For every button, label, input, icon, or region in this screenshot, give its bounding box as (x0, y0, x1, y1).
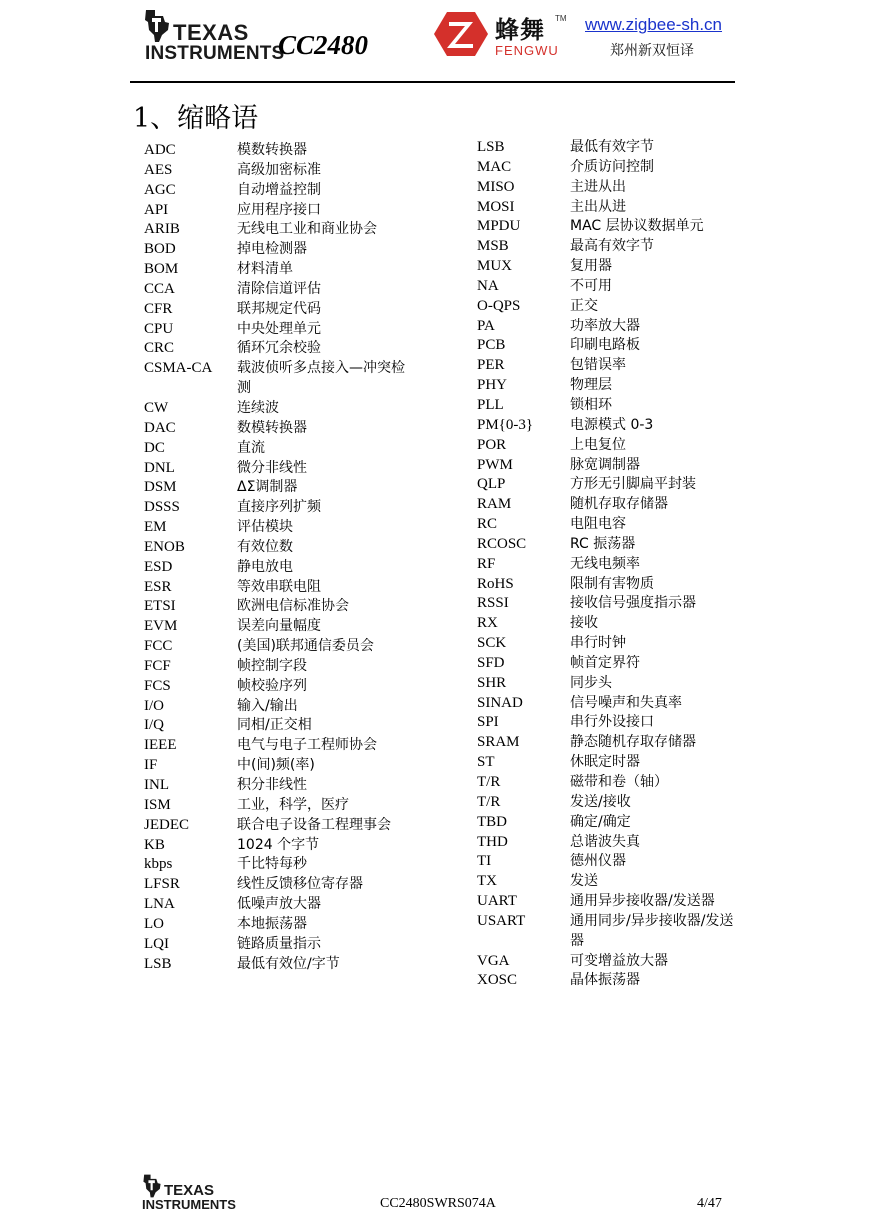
abbreviation-row (477, 178, 740, 198)
abbreviation-definition: 掉电检测器 (237, 241, 307, 258)
abbreviation-definition: 静态随机存取存储器 (570, 734, 696, 751)
abbreviation-definition: 积分非线性 (237, 777, 307, 793)
abbreviation-term: LSB (477, 139, 505, 155)
abbreviation-term: XOSC (477, 972, 518, 989)
abbreviation-row (477, 416, 740, 436)
abbreviation-row (477, 198, 740, 218)
abbreviation-row (144, 677, 407, 697)
fengwu-logo (433, 10, 567, 60)
abbreviation-term: BOM (144, 261, 179, 278)
abbreviation-term: ESR (144, 578, 172, 595)
abbreviation-term: ADC (144, 142, 176, 158)
abbreviation-definition: 线性反馈移位寄存器 (237, 876, 363, 893)
abbreviation-term: RAM (477, 496, 512, 513)
abbreviation-definition: 千比特每秒 (237, 856, 307, 873)
abbreviation-row (477, 694, 740, 714)
abbreviation-term: RF (477, 555, 496, 572)
abbreviation-term: MAC (477, 158, 512, 175)
abbreviation-term: FCS (144, 677, 171, 694)
ti-logo-header (143, 8, 285, 64)
abbreviation-term: T/R (477, 793, 501, 810)
abbreviation-term: API (144, 201, 169, 218)
abbreviation-row (144, 855, 407, 875)
abbreviation-row (477, 237, 740, 257)
abbreviation-definition: 输入/输出 (237, 697, 298, 714)
abbreviation-row (144, 300, 407, 320)
abbreviation-definition: 电源模式 0-3 (570, 416, 654, 433)
abbreviation-definition: 接收信号强度指示器 (570, 595, 696, 612)
abbreviation-term: PA (477, 317, 495, 334)
abbreviation-definition: 限制有害物质 (570, 575, 654, 592)
abbreviation-term: SINAD (477, 694, 523, 711)
website-link[interactable]: www.zigbee-sh.cn (585, 15, 723, 34)
abbreviation-definition: 物理层 (570, 377, 612, 394)
abbreviation-term: CFR (144, 300, 173, 317)
abbreviation-term: LNA (144, 896, 175, 913)
abbreviation-row (144, 736, 407, 756)
abbreviation-term: IEEE (144, 737, 177, 754)
abbreviation-definition: 通用同步/异步接收器/发送器 (570, 912, 734, 949)
abbreviation-row (477, 713, 740, 733)
abbreviation-row (477, 158, 740, 178)
ti-logo-instruments: INSTRUMENTS (142, 1197, 236, 1212)
abbreviation-term: AGC (144, 181, 176, 198)
abbreviation-definition: 可变增益放大器 (570, 952, 668, 969)
abbreviation-definition: 脉宽调制器 (570, 456, 640, 473)
abbreviation-row (477, 852, 740, 872)
abbreviation-row (144, 657, 407, 677)
section-title: 1、缩略语 (133, 103, 259, 134)
abbreviation-definition: 介质访问控制 (570, 158, 654, 175)
abbreviation-term: CCA (144, 280, 175, 297)
header-divider (130, 81, 735, 83)
abbreviation-definition: 评估模块 (237, 519, 293, 536)
abbreviation-definition: 同相/正交相 (237, 717, 312, 734)
abbreviation-row (144, 538, 407, 558)
abbreviation-term: THD (477, 833, 508, 850)
abbreviation-row (144, 339, 407, 359)
abbreviation-row (144, 181, 407, 201)
abbreviation-term: MSB (477, 238, 509, 255)
abbreviation-term: RoHS (477, 575, 514, 592)
abbreviation-definition: 主出从进 (570, 198, 626, 215)
abbreviation-term: SHR (477, 674, 507, 691)
abbreviation-term: DAC (144, 419, 176, 436)
abbreviation-definition: 方形无引脚扁平封装 (570, 476, 696, 493)
abbreviation-term: O-QPS (477, 297, 521, 314)
abbreviation-definition: ΔΣ调制器 (237, 479, 298, 496)
abbreviation-term: LSB (144, 955, 172, 972)
abbreviation-term: DSSS (144, 499, 180, 516)
abbreviation-definition: MAC 层协议数据单元 (570, 218, 704, 235)
abbreviation-definition: 模数转换器 (237, 142, 307, 158)
abbreviation-row (144, 637, 407, 657)
abbreviation-row (477, 257, 740, 277)
abbreviation-definition: 应用程序接口 (237, 201, 321, 218)
abbreviation-definition: 无线电频率 (570, 555, 640, 572)
abbreviation-definition: 1024 个字节 (237, 836, 320, 853)
abbreviation-definition: 链路质量指示 (237, 935, 321, 952)
abbreviation-row (477, 317, 740, 337)
abbreviation-definition: 串行时钟 (570, 635, 626, 652)
abbreviation-row (144, 597, 407, 617)
abbreviation-term: EM (144, 519, 167, 536)
abbreviation-definition: 微分非线性 (237, 459, 307, 476)
abbreviation-term: DC (144, 439, 165, 456)
abbreviation-term: kbps (144, 856, 173, 873)
abbreviation-term: PCB (477, 337, 506, 354)
abbreviation-row (477, 614, 740, 634)
abbreviation-row (477, 733, 740, 753)
abbreviation-term: DNL (144, 459, 175, 476)
abbreviation-definition: 最高有效字节 (570, 238, 654, 255)
abbreviation-row (477, 833, 740, 853)
abbreviation-row (477, 654, 740, 674)
abbreviation-row (144, 875, 407, 895)
abbreviation-term: PER (477, 357, 505, 374)
abbreviation-row (144, 320, 407, 340)
abbreviation-definition: 接收 (570, 615, 598, 632)
abbreviation-definition: 电气与电子工程师协会 (237, 737, 377, 754)
abbreviation-term: LQI (144, 935, 169, 952)
abbreviation-definition: 工业，科学，医疗 (237, 796, 349, 813)
abbreviation-term: PLL (477, 396, 504, 413)
translator-credit: 郑州新双恒译 (610, 43, 694, 59)
abbreviation-term: LO (144, 915, 164, 932)
abbreviation-term: RSSI (477, 595, 509, 612)
abbreviation-definition: 不可用 (570, 277, 612, 294)
abbreviation-row (144, 518, 407, 538)
abbreviation-definition: 发送/接收 (570, 793, 631, 810)
abbreviation-row (477, 674, 740, 694)
ti-logo-footer (142, 1173, 236, 1213)
ti-logo-texas: TEXAS (173, 20, 249, 45)
abbreviation-row (477, 376, 740, 396)
abbreviation-row (477, 138, 740, 158)
abbreviation-term: I/Q (144, 717, 164, 734)
abbreviation-row (144, 776, 407, 796)
chip-name: CC2480 (278, 30, 369, 60)
abbreviation-row (477, 594, 740, 614)
abbreviation-row (477, 952, 740, 972)
abbreviation-term: QLP (477, 476, 506, 493)
abbreviation-term: CW (144, 399, 169, 416)
abbreviation-row (477, 912, 740, 952)
abbreviation-row (477, 495, 740, 515)
abbreviation-definition: 连续波 (237, 399, 279, 416)
abbreviation-row (477, 277, 740, 297)
abbreviation-definition: 锁相环 (570, 396, 612, 413)
abbreviation-definition: 包错误率 (570, 357, 626, 374)
abbreviation-definition: 帧校验序列 (237, 677, 307, 694)
abbreviation-definition: 信号噪声和失真率 (570, 694, 682, 711)
abbreviation-row (144, 280, 407, 300)
abbreviation-term: TBD (477, 813, 507, 830)
abbreviation-row (144, 816, 407, 836)
abbreviation-definition: 中(间)频(率) (237, 757, 315, 774)
abbreviation-row (144, 141, 407, 161)
abbreviation-definition: 清除信道评估 (237, 280, 321, 297)
abbreviation-definition: 晶体振荡器 (570, 972, 640, 989)
abbreviation-term: ISM (144, 796, 171, 813)
abbreviation-row (144, 895, 407, 915)
abbreviation-definition: 帧首定界符 (570, 654, 640, 671)
abbreviation-definition: 高级加密标准 (237, 161, 321, 178)
abbreviation-row (144, 459, 407, 479)
abbreviation-term: SRAM (477, 734, 520, 751)
abbreviation-definition: (美国)联邦通信委员会 (237, 638, 374, 655)
abbreviation-term: MUX (477, 258, 513, 275)
abbreviation-row (144, 260, 407, 280)
abbreviation-definition: 通用异步接收器/发送器 (570, 893, 715, 910)
abbreviation-term: FCC (144, 638, 173, 655)
abbreviation-row (144, 498, 407, 518)
abbreviation-row (477, 515, 740, 535)
abbreviation-definition: 同步头 (570, 674, 612, 691)
abbreviation-term: TX (477, 873, 497, 890)
abbreviation-definition: 电阻电容 (570, 516, 626, 533)
ti-map-icon (143, 8, 171, 44)
abbreviation-term: DSM (144, 479, 177, 496)
abbreviation-term: RX (477, 615, 498, 632)
abbreviation-definition: 正交 (570, 297, 598, 314)
abbreviation-definition: 复用器 (570, 258, 612, 275)
abbreviation-definition: 直接序列扩频 (237, 499, 321, 516)
abbreviation-definition: 等效串联电阻 (237, 578, 321, 595)
abbreviation-row (477, 575, 740, 595)
abbreviation-row (477, 436, 740, 456)
fengwu-logo-icon (433, 10, 489, 58)
abbreviation-row (144, 161, 407, 181)
abbreviation-row (477, 753, 740, 773)
fengwu-name-en: FENGWU (495, 43, 559, 58)
abbreviation-term: CRC (144, 340, 175, 357)
abbreviation-row (144, 399, 407, 419)
abbreviation-row (477, 773, 740, 793)
abbreviation-term: CPU (144, 320, 174, 337)
abbreviation-definition: 磁带和卷（轴） (570, 774, 668, 790)
abbreviation-term: ESD (144, 558, 173, 575)
abbreviation-term: MOSI (477, 198, 515, 215)
abbreviation-row (144, 478, 407, 498)
abbreviation-definition: 联合电子设备工程理事会 (237, 816, 391, 833)
abbreviation-row (477, 297, 740, 317)
abbreviation-row (477, 475, 740, 495)
abbreviation-row (477, 336, 740, 356)
abbreviation-row (144, 756, 407, 776)
abbreviation-term: VGA (477, 952, 510, 969)
abbreviation-definition: 误差向量幅度 (237, 618, 321, 635)
abbreviation-definition: 发送 (570, 873, 598, 890)
abbreviation-term: FCF (144, 657, 171, 674)
abbreviation-definition: 自动增益控制 (237, 181, 321, 198)
abbreviation-term: IF (144, 757, 158, 774)
abbreviation-row (477, 634, 740, 654)
abbreviation-row (144, 578, 407, 598)
ti-map-icon (142, 1173, 162, 1199)
abbreviation-row (144, 201, 407, 221)
abbreviation-row (144, 716, 407, 736)
abbreviation-row (477, 892, 740, 912)
abbreviation-term: ENOB (144, 538, 185, 555)
abbreviation-definition: RC 振荡器 (570, 535, 636, 552)
abbreviation-definition: 载波侦听多点接入—冲突检测 (237, 360, 405, 397)
abbreviation-definition: 德州仪器 (570, 853, 626, 870)
document-id: CC2480SWRS074A (380, 1196, 496, 1211)
abbreviation-term: PM{0-3} (477, 416, 534, 433)
abbreviation-term: RC (477, 516, 498, 533)
abbreviation-definition: 低噪声放大器 (237, 896, 321, 913)
abbreviation-definition: 静电放电 (237, 558, 293, 575)
abbreviation-term: RCOSC (477, 535, 527, 552)
abbreviation-list-right (477, 138, 740, 991)
abbreviation-definition: 无线电工业和商业协会 (237, 221, 377, 238)
abbreviation-row (144, 836, 407, 856)
abbreviation-term: TI (477, 853, 492, 870)
abbreviation-definition: 主进从出 (570, 178, 626, 195)
abbreviation-definition: 材料清单 (237, 261, 293, 278)
abbreviation-row (477, 555, 740, 575)
abbreviation-definition: 直流 (237, 439, 265, 456)
abbreviation-term: CSMA-CA (144, 360, 213, 377)
trademark: TM (555, 14, 567, 23)
abbreviation-row (144, 220, 407, 240)
abbreviation-term: SPI (477, 714, 499, 731)
abbreviation-term: BOD (144, 241, 176, 258)
abbreviation-row (144, 558, 407, 578)
abbreviation-definition: 随机存取存储器 (570, 496, 668, 513)
abbreviation-term: AES (144, 161, 173, 178)
abbreviation-term: I/O (144, 697, 164, 714)
abbreviation-row (144, 439, 407, 459)
abbreviation-definition: 休眠定时器 (570, 754, 640, 771)
abbreviation-definition: 最低有效字节 (570, 139, 654, 155)
abbreviation-row (477, 971, 740, 991)
abbreviation-term: SFD (477, 654, 505, 671)
abbreviation-term: PWM (477, 456, 513, 473)
ti-logo-instruments: INSTRUMENTS (145, 43, 285, 64)
fengwu-name-cn: 蜂舞 (495, 16, 545, 44)
abbreviation-term: USART (477, 912, 526, 929)
abbreviation-term: NA (477, 277, 499, 294)
abbreviation-definition: 联邦规定代码 (237, 300, 321, 317)
abbreviation-term: PHY (477, 377, 508, 394)
abbreviation-definition: 循环冗余校验 (237, 340, 321, 357)
abbreviation-list-left (144, 141, 407, 974)
abbreviation-row (144, 359, 407, 399)
abbreviation-row (144, 935, 407, 955)
abbreviation-term: ETSI (144, 598, 176, 615)
abbreviation-row (144, 955, 407, 975)
abbreviation-term: MISO (477, 178, 515, 195)
abbreviation-definition: 印刷电路板 (570, 337, 640, 354)
abbreviation-row (477, 535, 740, 555)
page-number: 4/47 (697, 1196, 722, 1211)
abbreviation-definition: 上电复位 (570, 436, 626, 453)
abbreviation-term: UART (477, 893, 517, 910)
abbreviation-definition: 最低有效位/字节 (237, 955, 340, 972)
abbreviation-definition: 有效位数 (237, 538, 293, 555)
abbreviation-row (144, 915, 407, 935)
abbreviation-definition: 总谐波失真 (570, 833, 640, 850)
ti-logo-texas: TEXAS (164, 1182, 215, 1199)
abbreviation-row (477, 872, 740, 892)
abbreviation-term: JEDEC (144, 816, 189, 833)
abbreviation-term: POR (477, 436, 507, 453)
abbreviation-definition: 确定/确定 (570, 813, 631, 830)
abbreviation-definition: 帧控制字段 (237, 657, 307, 674)
abbreviation-term: MPDU (477, 218, 521, 235)
abbreviation-term: ARIB (144, 221, 180, 238)
abbreviation-definition: 欧洲电信标准协会 (237, 598, 349, 615)
abbreviation-term: EVM (144, 618, 178, 635)
abbreviation-row (477, 793, 740, 813)
abbreviation-row (144, 240, 407, 260)
abbreviation-row (144, 796, 407, 816)
abbreviation-definition: 功率放大器 (570, 317, 640, 334)
abbreviation-row (477, 813, 740, 833)
abbreviation-row (144, 419, 407, 439)
abbreviation-definition: 串行外设接口 (570, 714, 654, 731)
abbreviation-row (477, 396, 740, 416)
abbreviation-definition: 中央处理单元 (237, 320, 321, 337)
abbreviation-row (144, 617, 407, 637)
abbreviation-row (477, 456, 740, 476)
abbreviation-row (477, 356, 740, 376)
abbreviation-term: INL (144, 777, 169, 793)
abbreviation-row (144, 697, 407, 717)
abbreviation-term: LFSR (144, 876, 180, 893)
abbreviation-term: SCK (477, 635, 507, 652)
abbreviation-definition: 本地振荡器 (237, 915, 307, 932)
abbreviation-term: ST (477, 754, 495, 771)
abbreviation-term: T/R (477, 774, 501, 790)
abbreviation-term: KB (144, 836, 165, 853)
abbreviation-row (477, 217, 740, 237)
abbreviation-definition: 数模转换器 (237, 419, 307, 436)
